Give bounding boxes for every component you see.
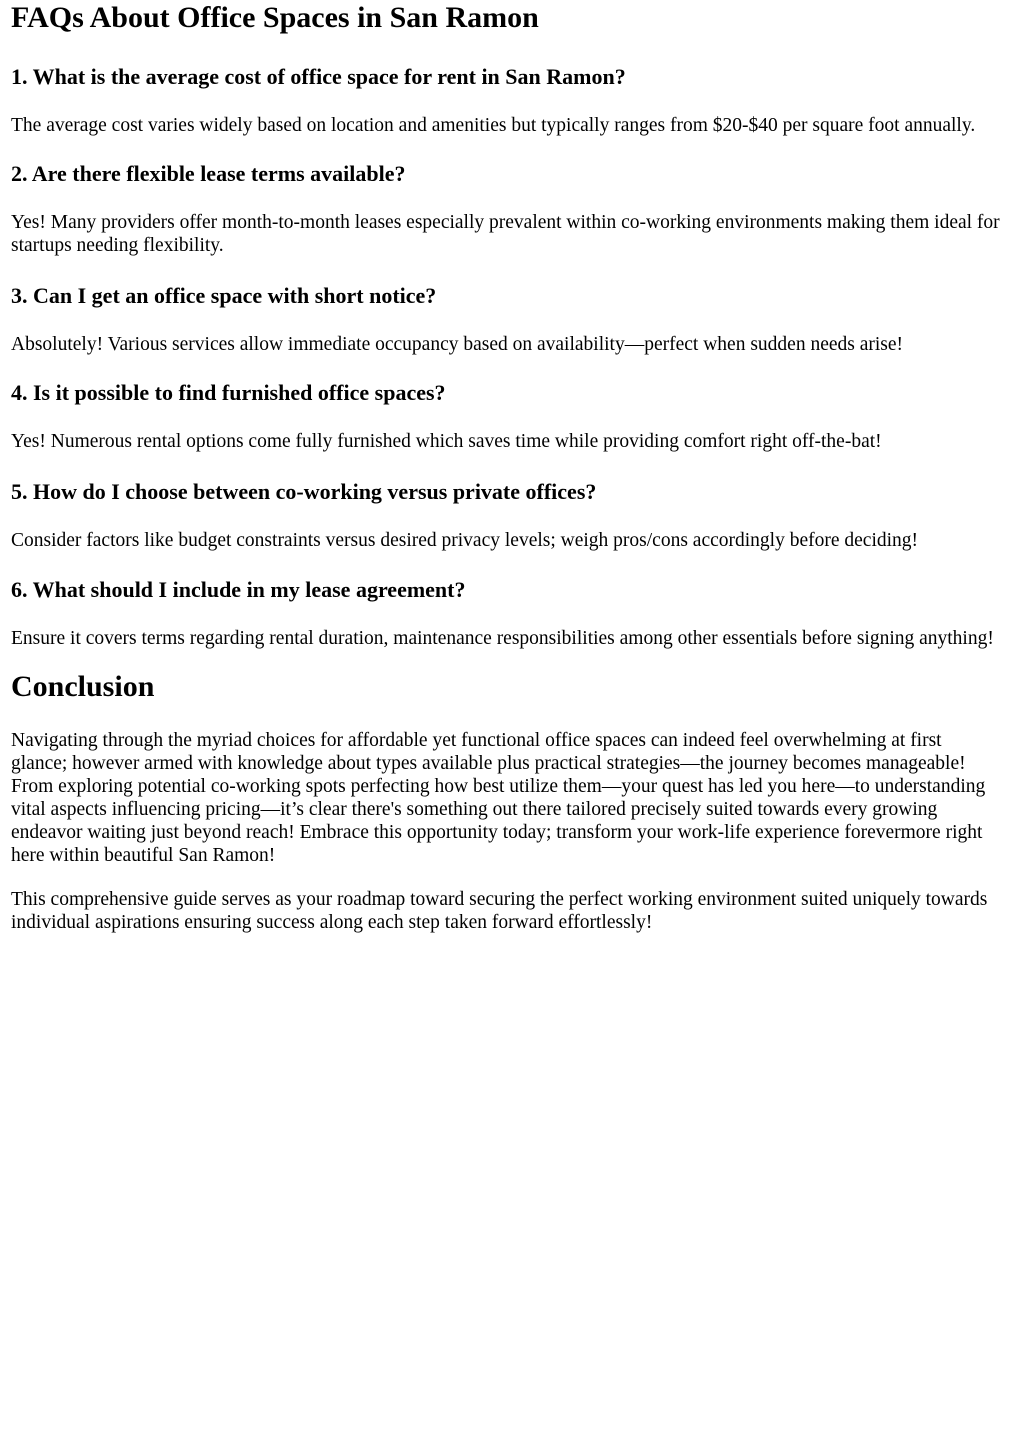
faq-question-5: 5. How do I choose between co-working versus private offices? (11, 479, 597, 504)
faq-answer-3: Absolutely! Various services allow immediate occupancy based on availability—perfect when sudden needs arise! (11, 334, 904, 355)
faq-heading: FAQs About Office Spaces in San Ramon (11, 1, 539, 34)
faq-question-3: 3. Can I get an office space with short notice? (11, 283, 437, 308)
faq-question-2: 2. Are there flexible lease terms available? (11, 161, 406, 186)
conclusion-paragraph-1: Navigating through the myriad choices for affordable yet functional office spaces can indeed feel overwhelming at first glance; however armed with knowledge about types available plus practical strategies—the journey becomes manageable! From exploring potential co-working spots perfecting how best utilize them—your quest has led you here—to understanding vital aspects influencing pricing—it’s clear there's something out there tailored precisely suited towards every growing endeavor waiting just beyond reach! Embrace this opportunity today; transform your work-life experience forevermore right here within beautiful San Ramon! (11, 730, 986, 866)
faq-answer-2: Yes! Many providers offer month-to-month leases especially prevalent within co-working environments making them ideal for startups needing flexibility. (11, 212, 1000, 256)
faq-answer-5: Consider factors like budget constraints versus desired privacy levels; weigh pros/cons accordingly before deciding! (11, 530, 919, 551)
faq-answer-6: Ensure it covers terms regarding rental duration, maintenance responsibilities among other essentials before signing anything! (11, 628, 994, 649)
faq-question-4: 4. Is it possible to find furnished office spaces? (11, 380, 446, 405)
faq-question-6: 6. What should I include in my lease agreement? (11, 577, 466, 602)
conclusion-paragraph-2: This comprehensive guide serves as your roadmap toward securing the perfect working environment suited uniquely towards individual aspirations ensuring success along each step taken forward effortlessly! (11, 889, 988, 933)
faq-answer-1: The average cost varies widely based on location and amenities but typically ranges from $20-$40 per square foot annually. (11, 115, 976, 136)
conclusion-heading: Conclusion (11, 670, 155, 703)
faq-answer-4: Yes! Numerous rental options come fully furnished which saves time while providing comfort right off-the-bat! (11, 431, 882, 452)
faq-question-1: 1. What is the average cost of office space for rent in San Ramon? (11, 64, 626, 89)
